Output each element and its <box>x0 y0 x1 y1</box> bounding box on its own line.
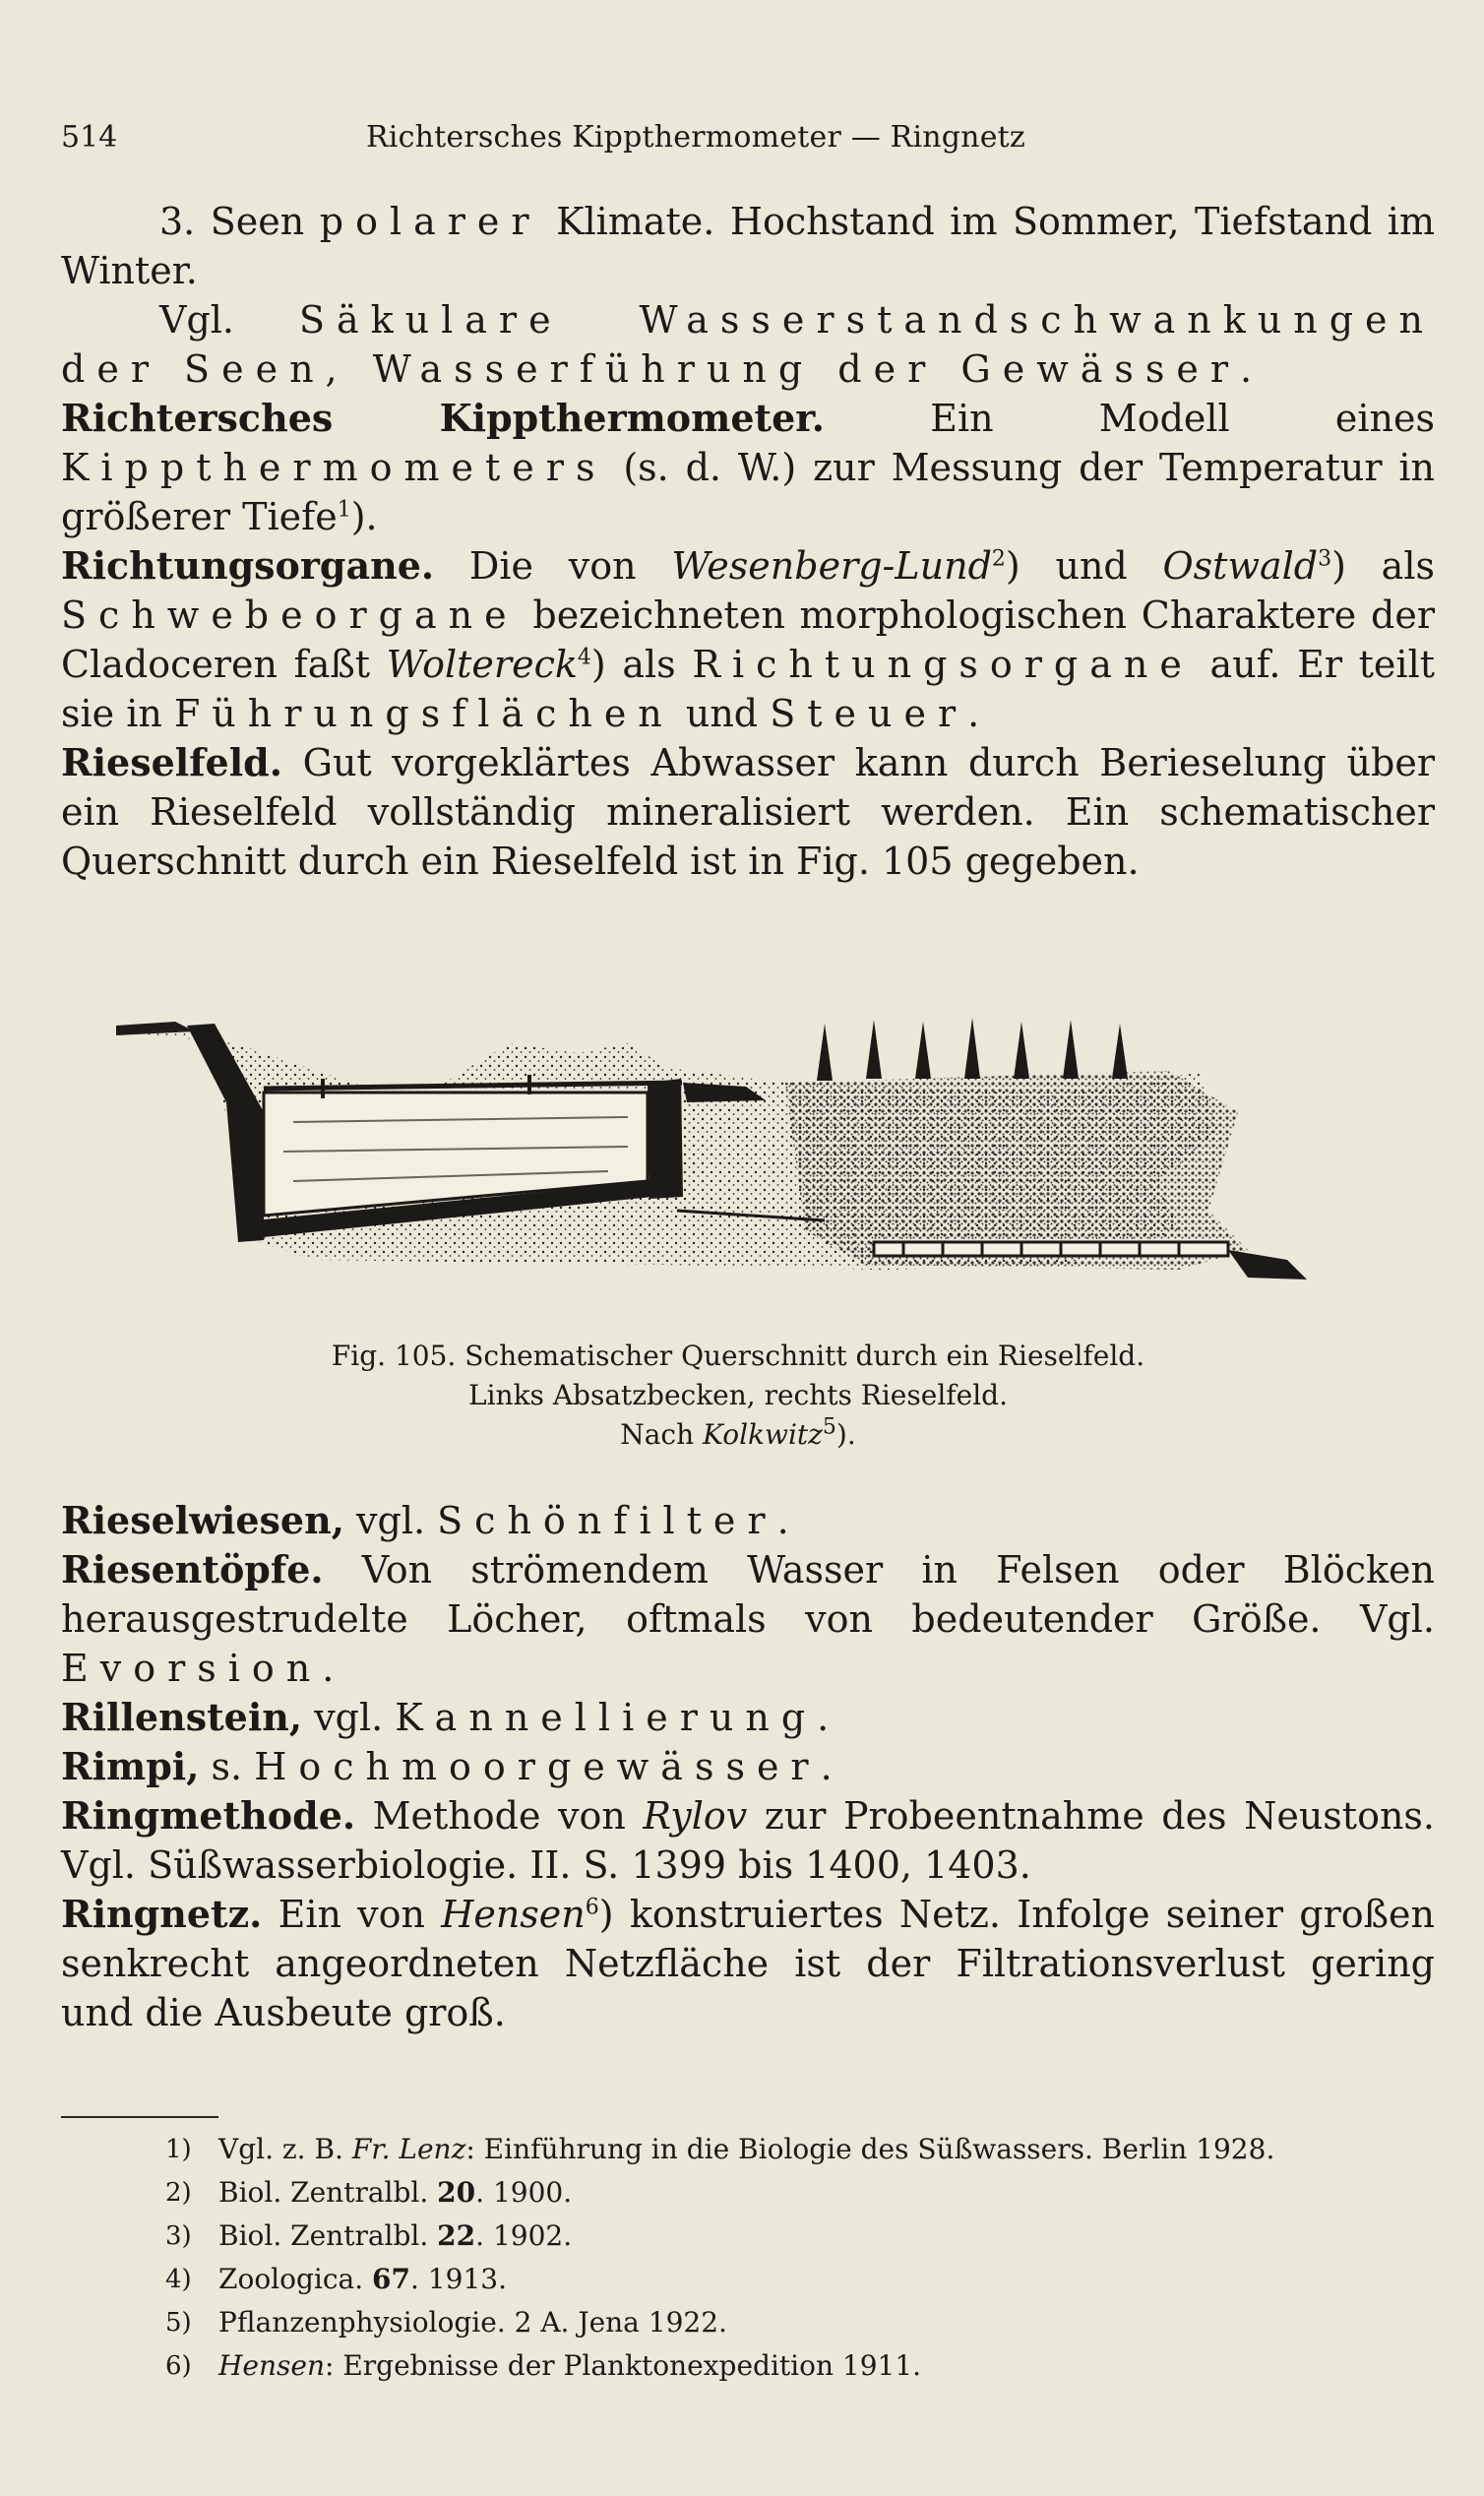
entry-term: Rimpi, <box>61 1744 200 1788</box>
footnotes <box>167 2128 1427 2388</box>
entry-rillenstein: Rillenstein, vgl. Kannellierung. <box>61 1695 830 1739</box>
footnote-6: 6) Hensen: Ergebnisse der Planktonexpedition 1911. <box>165 2349 922 2382</box>
entry-vgl-saekulare: Vgl. Säkulare Wasserstandschwankungen der Seen, Wasserführung der Gewässer. <box>61 298 1435 391</box>
entry-rieselfeld: Rieselfeld. Gut vorgeklärtes Abwasser kann durch Berieselung über ein Rieselfeld vollständig mineralisiert werden. Ein schematischer Querschnitt durch ein Rieselfeld ist in Fig. 105 gegeben. <box>61 740 1435 883</box>
footnote-4: 4) Zoologica. 67. 1913. <box>165 2263 507 2295</box>
entry-term: Richtungsorgane. <box>61 543 435 588</box>
entry-term: Rieselwiesen, <box>61 1498 344 1542</box>
drain-pipe <box>874 1242 1228 1256</box>
running-header <box>61 120 1104 167</box>
field-plants <box>817 1018 1128 1081</box>
footnote-ref: 6 <box>585 1895 599 1920</box>
entry-term: Ringmethode. <box>61 1793 356 1838</box>
footnote-3: 3) Biol. Zentralbl. 22. 1902. <box>165 2219 573 2252</box>
footnote-ref: 1 <box>337 497 351 523</box>
rieselfeld-cross-section-figure <box>116 984 1336 1279</box>
entry-term: Rieselfeld. <box>61 740 282 784</box>
field-mound <box>785 1071 1248 1270</box>
footnote-ref: 2 <box>991 546 1006 572</box>
caption-line-1: Fig. 105. Schematischer Querschnitt durch ein Rieselfeld. <box>331 1340 1145 1372</box>
entry-ringnetz: Ringnetz. Ein von Hensen$^6$) konstruiertes Netz. Infolge seiner großen senkrecht angeordneten Netzfläche ist der Filtrationsverlust gering und die Ausbeute groß. <box>61 1892 1435 2034</box>
entries-top <box>61 197 1435 886</box>
entry-ringmethode: Ringmethode. Methode von Rylov zur Probeentnahme des Neustons. Vgl. Süßwasserbiologie. II. S. 1399 bis 1400, 1403. <box>61 1793 1435 1887</box>
footnote-ref: 4 <box>577 645 591 670</box>
footnote-2: 2) Biol. Zentralbl. 20. 1900. <box>165 2176 573 2209</box>
entry-term: Ringnetz. <box>61 1892 263 1936</box>
figure-caption <box>197 1337 1279 1455</box>
basin-right-wall <box>648 1079 683 1199</box>
entry-richtungsorgane: Richtungsorgane. Die von Wesenberg-Lund$^2$) und Ostwald$^3$) als Schwebeorgane bezeichneten morphologischen Charaktere der Cladoceren faßt Woltereck$^4$) als Richtungsorgane auf. Er teilt sie in Führungsflächen und Steuer. <box>61 543 1435 735</box>
footnote-divider <box>61 2116 218 2118</box>
footnote-5: 5) Pflanzenphysiologie. 2 A. Jena 1922. <box>165 2306 727 2339</box>
entry-riesentoepfe: Riesentöpfe. Von strömendem Wasser in Felsen oder Blöcken herausgestrudelte Löcher, oftmals von bedeutender Größe. Vgl. Evorsion. <box>61 1547 1435 1690</box>
footnote-ref: 3 <box>1318 546 1332 572</box>
entry-rieselwiesen: Rieselwiesen, vgl. Schönfilter. <box>61 1498 789 1542</box>
entry-term: Riesentöpfe. <box>61 1547 324 1591</box>
entry-rimpi: Rimpi, s. Hochmoorgewässer. <box>61 1744 833 1788</box>
footnote-ref: 5 <box>822 1414 836 1440</box>
entries-bottom <box>61 1496 1435 2037</box>
outflow-ditch <box>1228 1250 1307 1279</box>
caption-line-3: Nach Kolkwitz$^5$). <box>620 1414 856 1451</box>
entry-term: Rillenstein, <box>61 1695 303 1739</box>
running-title: Richtersches Kippthermometer — Ringnetz <box>366 120 1025 155</box>
caption-line-2: Links Absatzbecken, rechts Rieselfeld. <box>468 1379 1008 1411</box>
entry-term: Richtersches Kippthermometer. <box>61 396 826 440</box>
entry-richtersches-kippthermometer: Richtersches Kippthermometer. Ein Modell eines Kippthermometers (s. d. W.) zur Messung der Temperatur in größerer Tiefe$^1$). <box>61 396 1435 538</box>
entry-seen-polarer-klimate: 3. Seen polarer Klimate. Hochstand im Sommer, Tiefstand im Winter. <box>61 200 1435 292</box>
footnote-1: 1) Vgl. z. B. Fr. Lenz: Einführung in die Biologie des Süßwassers. Berlin 1928. <box>165 2133 1275 2165</box>
page-number: 514 <box>61 120 118 155</box>
